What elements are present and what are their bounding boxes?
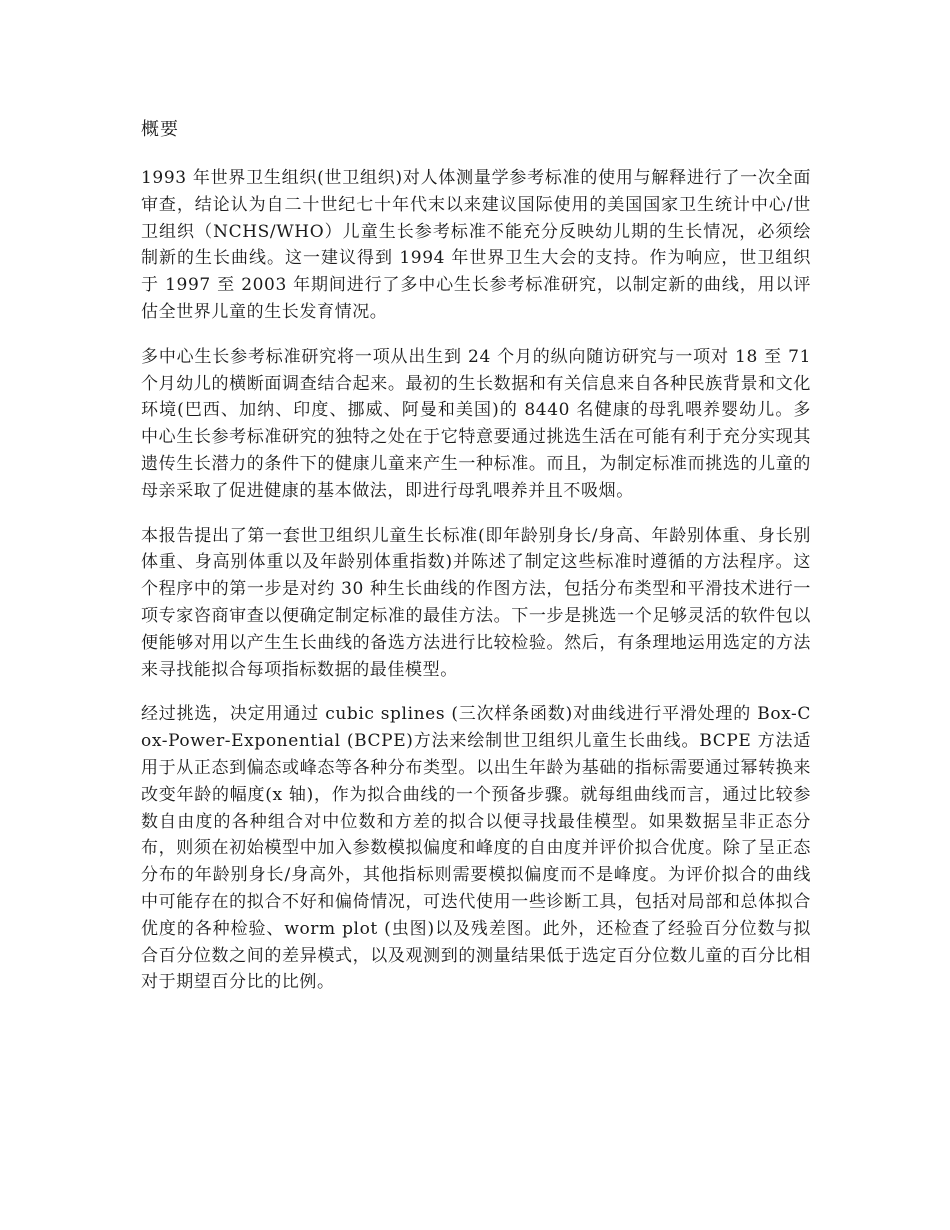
paragraph-1: 1993 年世界卫生组织(世卫组织)对人体测量学参考标准的使用与解释进行了一次全面审查，结论认为自二十世纪七十年代末以来建议国际使用的美国国家卫生统计中心/世卫组织（NCHS/WHO）儿童生长参考标准不能充分反映幼儿期的生长情况，必须绘制新的生长曲线。这一建议得到 1994 年世界卫生大会的支持。作为响应，世卫组织于 1997 至 2003 年期间进行了多中心生长参考标准研究，以制定新的曲线，用以评估全世界儿童的生长发育情况。 [141,168,811,322]
section-heading: 概要 [141,119,179,140]
paragraph-4: 经过挑选，决定用通过 cubic splines (三次样条函数)对曲线进行平滑处理的 Box-Cox-Power-Exponential (BCPE)方法来绘制世卫组织儿童生长曲线。BCPE 方法适用于从正态到偏态或峰态等各种分布类型。以出生年龄为基础的指标需要通过幂转换来改变年龄的幅度(x 轴)，作为拟合曲线的一个预备步骤。就每组曲线而言，通过比较参数自由度的各种组合对中位数和方差的拟合以便寻找最佳模型。如果数据呈非正态分布，则须在初始模型中加入参数模拟偏度和峰度的自由度并评价拟合优度。除了呈正态分布的年龄别身长/身高外，其他指标则需要模拟偏度而不是峰度。为评价拟合的曲线中可能存在的拟合不好和偏倚情况，可迭代使用一些诊断工具，包括对局部和总体拟合优度的各种检验、worm plot (虫图)以及残差图。此外，还检查了经验百分位数与拟合百分位数之间的差异模式，以及观测到的测量结果低于选定百分位数儿童的百分比相对于期望百分比的比例。 [141,704,811,993]
paragraph-3: 本报告提出了第一套世卫组织儿童生长标准(即年龄别身长/身高、年龄别体重、身长别体重、身高别体重以及年龄别体重指数)并陈述了制定这些标准时遵循的方法程序。这个程序中的第一步是对约 30 种生长曲线的作图方法，包括分布类型和平滑技术进行一项专家咨商审查以便确定制定标准的最佳方法。下一步是挑选一个足够灵活的软件包以便能够对用以产生生长曲线的备选方法进行比较检验。然后，有条理地运用选定的方法来寻找能拟合每项指标数据的最佳模型。 [141,525,811,680]
paragraph-2: 多中心生长参考标准研究将一项从出生到 24 个月的纵向随访研究与一项对 18 至 71 个月幼儿的横断面调查结合起来。最初的生长数据和有关信息来自各种民族背景和文化环境(巴西、加纳、印度、挪威、阿曼和美国)的 8440 名健康的母乳喂养婴幼儿。多中心生长参考标准研究的独特之处在于它特意要通过挑选生活在可能有利于充分实现其遗传生长潜力的条件下的健康儿童来产生一种标准。而且，为制定标准而挑选的儿童的母亲采取了促进健康的基本做法，即进行母乳喂养并且不吸烟。 [141,346,811,501]
document-body [141,116,811,1014]
